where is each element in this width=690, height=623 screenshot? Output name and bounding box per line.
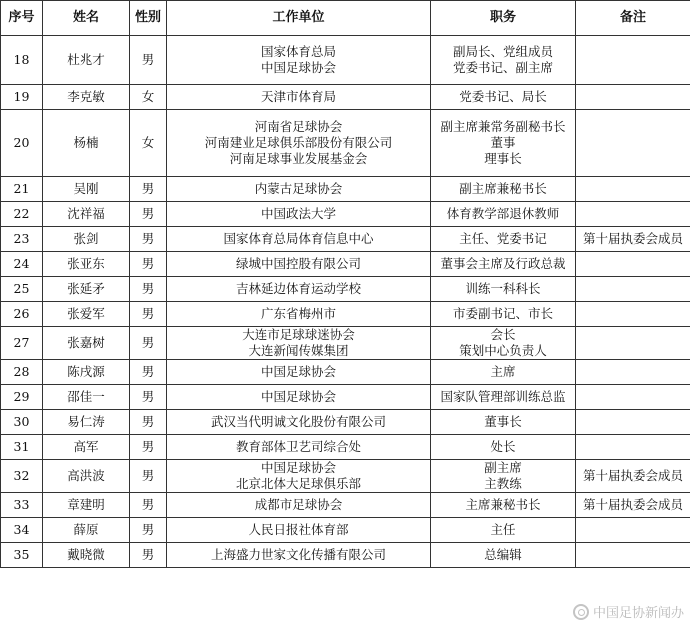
cell-remarks <box>576 177 690 202</box>
cell-work-unit <box>167 110 431 177</box>
cell-work-unit <box>167 252 431 277</box>
cell-position-line: 体育教学部退休教师 <box>446 206 560 221</box>
cell-no: 29 <box>1 385 43 410</box>
cell-remarks: 第十届执委会成员 <box>576 493 690 518</box>
cell-remarks <box>576 410 690 435</box>
cell-gender: 男 <box>130 277 167 302</box>
table-row <box>1 202 690 227</box>
cell-work-unit-line: 中国政法大学 <box>260 206 336 221</box>
cell-name: 李克敏 <box>43 85 130 110</box>
cell-gender: 男 <box>130 518 167 543</box>
cell-no: 21 <box>1 177 43 202</box>
header-position: 职务 <box>431 1 576 36</box>
cell-name: 高军 <box>43 435 130 460</box>
cell-name: 沈祥福 <box>43 202 130 227</box>
cell-position <box>431 302 576 327</box>
cell-name: 邵佳一 <box>43 385 130 410</box>
cell-name: 杜兆才 <box>43 36 130 85</box>
cell-position-line: 董事长 <box>484 414 522 429</box>
cell-position-line: 董事 <box>490 135 516 150</box>
cell-position-line: 党委书记、局长 <box>459 89 547 104</box>
cell-name: 张亚东 <box>43 252 130 277</box>
cell-name: 张剑 <box>43 227 130 252</box>
cell-work-unit <box>167 36 431 85</box>
cell-work-unit-line: 国家体育总局体育信息中心 <box>223 231 374 246</box>
cell-remarks <box>576 277 690 302</box>
table-row <box>1 252 690 277</box>
cell-position-line: 董事会主席及行政总裁 <box>440 256 566 271</box>
table-row <box>1 36 690 85</box>
cell-remarks <box>576 543 690 568</box>
cell-name: 张嘉树 <box>43 327 130 360</box>
cell-no: 20 <box>1 110 43 177</box>
watermark-text: 中国足协新闻办 <box>592 606 684 621</box>
header-remarks: 备注 <box>576 1 690 36</box>
cell-position-line: 会长 <box>490 327 516 342</box>
cell-position-line: 党委书记、副主席 <box>452 60 553 75</box>
cell-position <box>431 227 576 252</box>
cell-work-unit <box>167 410 431 435</box>
table-body <box>1 36 690 568</box>
cell-no: 33 <box>1 493 43 518</box>
cell-remarks <box>576 385 690 410</box>
cell-remarks <box>576 302 690 327</box>
cell-position <box>431 435 576 460</box>
cell-position-line: 训练一科科长 <box>465 281 541 296</box>
header-gender: 性别 <box>130 1 167 36</box>
cell-no: 24 <box>1 252 43 277</box>
weibo-logo-icon <box>573 604 589 620</box>
cell-gender: 男 <box>130 202 167 227</box>
cell-remarks <box>576 327 690 360</box>
cell-position-line: 副主席兼常务副秘书长 <box>440 119 566 134</box>
cell-no: 28 <box>1 360 43 385</box>
cell-no: 19 <box>1 85 43 110</box>
cell-work-unit-line: 上海盛力世家文化传播有限公司 <box>210 547 386 562</box>
cell-work-unit <box>167 435 431 460</box>
cell-work-unit-line: 绿城中国控股有限公司 <box>235 256 361 271</box>
table-row <box>1 360 690 385</box>
cell-position-line: 副局长、党组成员 <box>452 44 553 59</box>
cell-work-unit-line: 中国足球协会 <box>260 364 336 379</box>
cell-gender: 男 <box>130 252 167 277</box>
cell-gender: 男 <box>130 493 167 518</box>
cell-work-unit-line: 中国足球协会 <box>260 389 336 404</box>
cell-no: 18 <box>1 36 43 85</box>
cell-work-unit-line: 北京北体大足球俱乐部 <box>235 476 361 491</box>
header-no: 序号 <box>1 1 43 36</box>
cell-position-line: 主任 <box>490 522 516 537</box>
cell-remarks <box>576 110 690 177</box>
cell-work-unit-line: 内蒙古足球协会 <box>254 181 343 196</box>
table-row <box>1 385 690 410</box>
cell-name: 张延矛 <box>43 277 130 302</box>
cell-gender: 女 <box>130 110 167 177</box>
cell-position <box>431 252 576 277</box>
cell-gender: 男 <box>130 460 167 493</box>
cell-position <box>431 36 576 85</box>
cell-work-unit <box>167 493 431 518</box>
cell-name: 高洪波 <box>43 460 130 493</box>
cell-work-unit <box>167 85 431 110</box>
cell-name: 戴晓微 <box>43 543 130 568</box>
cell-work-unit <box>167 543 431 568</box>
cell-work-unit <box>167 302 431 327</box>
cell-position-line: 总编辑 <box>484 547 522 562</box>
cell-name: 章建明 <box>43 493 130 518</box>
cell-position <box>431 277 576 302</box>
cell-no: 31 <box>1 435 43 460</box>
cell-no: 35 <box>1 543 43 568</box>
cell-work-unit-line: 天津市体育局 <box>260 89 336 104</box>
table-row <box>1 327 690 360</box>
cell-position-line: 处长 <box>490 439 516 454</box>
cell-position <box>431 110 576 177</box>
cell-work-unit-line: 吉林延边体育运动学校 <box>235 281 361 296</box>
table-row <box>1 543 690 568</box>
cell-no: 34 <box>1 518 43 543</box>
cell-work-unit-line: 大连新闻传媒集团 <box>248 343 349 358</box>
header-work-unit: 工作单位 <box>167 1 431 36</box>
cell-position <box>431 493 576 518</box>
cell-position-line: 策划中心负责人 <box>459 343 547 358</box>
table-row <box>1 110 690 177</box>
cell-work-unit <box>167 177 431 202</box>
cell-gender: 男 <box>130 435 167 460</box>
cell-no: 26 <box>1 302 43 327</box>
cell-position <box>431 202 576 227</box>
cell-remarks <box>576 202 690 227</box>
cell-remarks <box>576 252 690 277</box>
cell-work-unit-line: 人民日报社体育部 <box>248 522 349 537</box>
cell-name: 张爱军 <box>43 302 130 327</box>
table-row <box>1 302 690 327</box>
cell-work-unit-line: 教育部体卫艺司综合处 <box>235 439 361 454</box>
cell-work-unit-line: 武汉当代明诚文化股份有限公司 <box>210 414 386 429</box>
cell-remarks <box>576 360 690 385</box>
cell-remarks <box>576 435 690 460</box>
cell-position <box>431 410 576 435</box>
cell-work-unit <box>167 460 431 493</box>
table-row <box>1 493 690 518</box>
cell-work-unit-line: 河南足球事业发展基金会 <box>229 151 368 166</box>
cell-work-unit <box>167 518 431 543</box>
cell-gender: 男 <box>130 227 167 252</box>
cell-work-unit <box>167 385 431 410</box>
cell-position-line: 市委副书记、市长 <box>452 306 553 321</box>
cell-work-unit-line: 国家体育总局 <box>260 44 336 59</box>
cell-gender: 女 <box>130 85 167 110</box>
cell-gender: 男 <box>130 36 167 85</box>
cell-name: 杨楠 <box>43 110 130 177</box>
cell-position <box>431 460 576 493</box>
table-row <box>1 460 690 493</box>
cell-work-unit-line: 河南建业足球俱乐部股份有限公司 <box>204 135 393 150</box>
cell-gender: 男 <box>130 385 167 410</box>
cell-position <box>431 385 576 410</box>
cell-remarks <box>576 85 690 110</box>
cell-work-unit-line: 广东省梅州市 <box>260 306 336 321</box>
header-name: 姓名 <box>43 1 130 36</box>
cell-position-line: 副主席兼秘书长 <box>459 181 547 196</box>
cell-gender: 男 <box>130 177 167 202</box>
cell-position-line: 主席兼秘书长 <box>465 497 541 512</box>
cell-position-line: 主教练 <box>484 476 522 491</box>
cell-work-unit <box>167 360 431 385</box>
cell-no: 32 <box>1 460 43 493</box>
cell-no: 23 <box>1 227 43 252</box>
cell-position-line: 副主席 <box>484 460 522 475</box>
cell-position-line: 国家队管理部训练总监 <box>440 389 566 404</box>
cell-position-line: 理事长 <box>484 151 522 166</box>
table-row <box>1 518 690 543</box>
table-row <box>1 277 690 302</box>
cell-remarks: 第十届执委会成员 <box>576 460 690 493</box>
cell-remarks <box>576 36 690 85</box>
cell-gender: 男 <box>130 410 167 435</box>
cell-name: 吴刚 <box>43 177 130 202</box>
cell-gender: 男 <box>130 360 167 385</box>
watermark <box>573 602 684 621</box>
cell-position-line: 主席 <box>490 364 516 379</box>
cell-gender: 男 <box>130 543 167 568</box>
header-row <box>1 1 690 36</box>
table-row <box>1 410 690 435</box>
cell-remarks: 第十届执委会成员 <box>576 227 690 252</box>
table-row <box>1 435 690 460</box>
cell-no: 27 <box>1 327 43 360</box>
table-row <box>1 85 690 110</box>
cell-no: 30 <box>1 410 43 435</box>
cell-remarks <box>576 518 690 543</box>
cell-work-unit <box>167 202 431 227</box>
table-row <box>1 227 690 252</box>
cell-work-unit-line: 河南省足球协会 <box>254 119 343 134</box>
cell-gender: 男 <box>130 327 167 360</box>
cell-position <box>431 518 576 543</box>
cell-name: 陈戌源 <box>43 360 130 385</box>
cell-position <box>431 327 576 360</box>
cell-position <box>431 360 576 385</box>
cell-name: 薛原 <box>43 518 130 543</box>
cell-position <box>431 177 576 202</box>
cell-position-line: 主任、党委书记 <box>459 231 547 246</box>
cell-work-unit-line: 成都市足球协会 <box>254 497 343 512</box>
cell-work-unit-line: 中国足球协会 <box>260 460 336 475</box>
cell-gender: 男 <box>130 302 167 327</box>
cell-position <box>431 85 576 110</box>
cell-work-unit-line: 中国足球协会 <box>260 60 336 75</box>
cell-position <box>431 543 576 568</box>
cell-work-unit <box>167 327 431 360</box>
cell-work-unit <box>167 227 431 252</box>
table-row <box>1 177 690 202</box>
cell-no: 22 <box>1 202 43 227</box>
cell-work-unit <box>167 277 431 302</box>
cell-no: 25 <box>1 277 43 302</box>
cell-name: 易仁涛 <box>43 410 130 435</box>
cell-work-unit-line: 大连市足球球迷协会 <box>242 327 355 342</box>
